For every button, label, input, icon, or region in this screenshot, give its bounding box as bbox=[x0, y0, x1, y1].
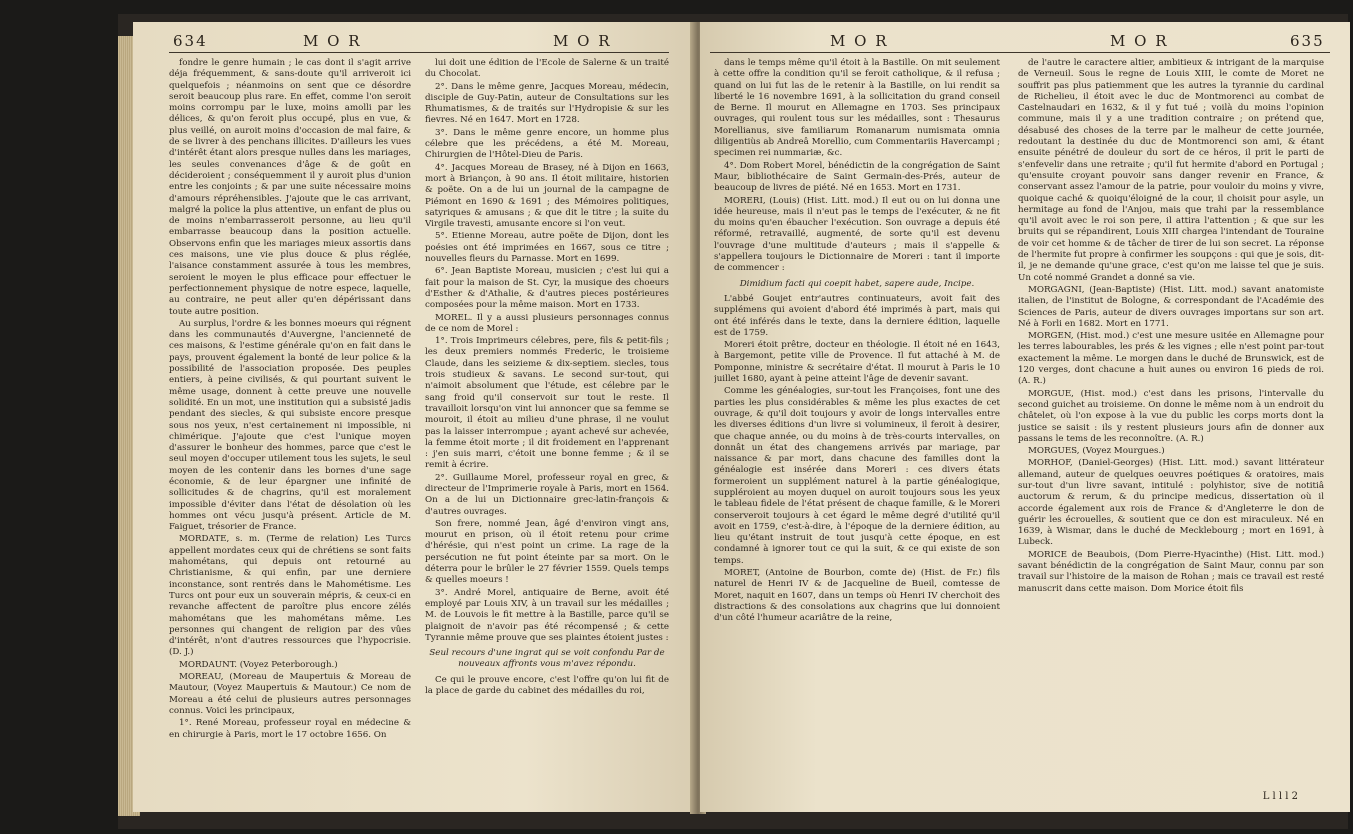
left-column-2 bbox=[425, 58, 669, 804]
right-running-head-1: M O R bbox=[830, 32, 889, 50]
paragraph: 4°. Jacques Moreau de Brasey, né à Dijon en 1663, mort à Briançon, à 90 ans. Il étoit militaire, historien & poëte. On a de lui un journal de la campagne de Piémont en 1690 & 1691 ; des Mémoires politiques, satyriques & amusans ; & que dit le titre ; la suite du Virgile travesti, amusante encore si l'on veut. bbox=[425, 162, 669, 230]
paragraph: MORGUE, (Hist. mod.) c'est dans les prisons, l'intervalle du second guichet au troisieme. On donne le même nom à un endroit du châtelet, où l'on expose à la vue du public les corps morts dont la justice se saisit : ils y restent plusieurs jours afin de donner aux passans le tems de les reconnoître. (A. R.) bbox=[1018, 388, 1324, 444]
paragraph: Au surplus, l'ordre & les bonnes moeurs qui régnent dans les communautés d'Auvergne, l'ancienneté de ces maisons, & l'estime générale qu'on en fait dans le pays, prouvent également la bonté de leur police & la possibilité de l'association proposée. Des peuples entiers, à peine civilisés, & qui pourtant suivent le même usage, donnent à cette preuve une nouvelle solidité. En un mot, une institution qui a subsisté jadis pendant des siecles, & qui subsiste encore presque sous nos yeux, n'est certainement ni impossible, ni chimérique. J'ajoute que c'est l'unique moyen d'assurer le bonheur des hommes, parce que c'est le seul moyen d'occuper utilement tous les sujets, le seul moyen de les contenir dans les bornes d'une sage économie, & de leur épargner une infinité de sollicitudes & de chagrins, qu'il est moralement impossible d'éviter dans l'état de désolation où les hommes ont vécu jusqu'à présent. Article de M. Faiguet, trésorier de France. bbox=[169, 318, 411, 533]
paragraph: 1°. René Moreau, professeur royal en médecine & en chirurgie à Paris, mort le 17 octobre 1656. On bbox=[169, 718, 411, 740]
paragraph: MORHOF, (Daniel-Georges) (Hist. Litt. mod.) savant littérateur allemand, auteur de quelques oeuvres poétiques & oratoires, mais sur-tout d'un livre savant, intitulé : polyhistor, sive de notitiâ auctorum & rerum, & du principe medicus, dissertation où il accorde également aux rois de France & d'Angleterre le don de guérir les écrouelles, & soutient que ce don est miraculeux. Né en 1639, à Wismar, dans le duché de Mecklebourg ; mort en 1691, à Lubeck. bbox=[1018, 458, 1324, 548]
paragraph: MORGEN, (Hist. mod.) c'est une mesure usitée en Allemagne pour les terres labourables, les prés & les vignes ; elle n'est point par-tout exactement la même. Le morgen dans le duché de Brunswick, est de 120 verges, dont chacune a huit aunes ou environ 16 pieds de roi. (A. R.) bbox=[1018, 331, 1324, 387]
right-running-head-2: M O R bbox=[1110, 32, 1169, 50]
paragraph: fondre le genre humain ; le cas dont il s'agit arrive déja fréquemment, & sans-doute qu'il arriveroit ici quelquefois ; néanmoins on sent que ce désordre seroit beaucoup plus rare. En effet, comme l'on seroit moins corrompu par le luxe, moins amolli par les délices, & qu'on feroit plus occupé, plus en vue, & plus veillé, on auroit moins d'occasion de mal faire, & de se livrer à des penchans illicites. D'ailleurs les vues d'intérêt étant alors presque nulles dans les mariages, les seules convenances d'âge & de goût en décideroient ; conséquemment il y auroit plus d'union entre les conjoints ; & par une suite nécessaire moins d'amours répréhensibles. J'ajoute que le cas arrivant, malgré la police la plus attentive, un enfant de plus ou de moins n'embarrasseroit personne, au lieu qu'il embarrasse beaucoup dans la position actuelle. Observons enfin que les mariages mieux assortis dans ces maisons, une vie plus douce & plus réglée, l'aisance constamment assurée à tous les membres, seroient le moyen le plus efficace pour effectuer le perfectionnement physique de notre espece, laquelle, au contraire, ne peut aller qu'en dépérissant dans toute autre position. bbox=[169, 58, 411, 317]
paragraph: Moreri étoit prêtre, docteur en théologie. Il étoit né en 1643, à Bargemont, petite ville de Provence. Il fut attaché à M. de Pomponne, ministre & secrétaire d'état. Il mourut à Paris le 10 juillet 1680, ayant à peine atteint l'âge de devenir savant. bbox=[714, 340, 1000, 385]
paragraph: 2°. Guillaume Morel, professeur royal en grec, & directeur de l'Imprimerie royale à Paris, mort en 1564. On a de lui un Dictionnaire grec-latin-françois & d'autres ouvrages. bbox=[425, 472, 669, 517]
paragraph: MORGAGNI, (Jean-Baptiste) (Hist. Litt. mod.) savant anatomiste italien, de l'institut de Bologne, & correspondant de l'Académie des Sciences de Paris, auteur de divers ouvrages importans sur son art. Né à Forli en 1682. Mort en 1771. bbox=[1018, 284, 1324, 329]
paragraph: 3°. Dans le même genre encore, un homme plus célebre que les précédens, a été M. Moreau, Chirurgien de l'Hôtel-Dieu de Paris. bbox=[425, 127, 669, 161]
paragraph: Comme les généalogies, sur-tout les Françoises, font une des parties les plus considérables & même les plus exactes de cet ouvrage, & qu'il doit toujours y avoir de longs intervalles entre les diverses éditions d'un livre si volumineux, il feroit à desirer, que chaque année, ou du moins à de très-courts intervalles, on donnât un état des changemens arrivés par mariage, par naissance & par mort, dans chacune des familles dont la généalogie est insérée dans Moreri : ces divers états formeroient un supplément naturel à la partie généalogique, suppléroient au moyen duquel on auroit toujours sous les yeux le tableau fidele de l'état présent de chaque famille, & le Moreri conserveroit toujours à cet égard le même degré d'utilité qu'il avoit en 1759, c'est-à-dire, à l'époque de la derniere édition, au lieu qu'étant instruit de tout jusqu'à cette époque, en est condamné à ignorer tout ce qui la suit, & ce qui existe de son temps. bbox=[714, 386, 1000, 566]
paragraph: MOREAU, (Moreau de Maupertuis & Moreau de Mautour, (Voyez Maupertuis & Mautour.) Ce nom de Moreau a été celui de plusieurs autres personnages connus. Voici les principaux, bbox=[169, 672, 411, 716]
right-page-number: 635 bbox=[1290, 32, 1325, 50]
left-column-1 bbox=[169, 58, 411, 804]
paragraph: 2°. Dans le même genre, Jacques Moreau, médecin, disciple de Guy-Patin, auteur de Consultations sur les Rhumatismes, & de traités sur l'Hydropisie & sur les fievres. Né en 1647. Mort en 1728. bbox=[425, 81, 669, 126]
left-running-head-2: M O R bbox=[553, 32, 612, 50]
paragraph: MOREL. Il y a aussi plusieurs personnages connus de ce nom de Morel : bbox=[425, 312, 669, 334]
left-running-head-1: M O R bbox=[303, 32, 362, 50]
verse-quote: Seul recours d'une ingrat qui se voit confondu Par de nouveaux affronts vous m'avez répondu. bbox=[429, 648, 665, 670]
left-page bbox=[133, 22, 693, 812]
paragraph: 5°. Etienne Moreau, autre poëte de Dijon, dont les poésies ont été imprimées en 1667, sous ce titre ; nouvelles fleurs du Parnasse. Mort en 1699. bbox=[425, 231, 669, 265]
right-column-1 bbox=[714, 58, 1000, 804]
paragraph: MORDAUNT. (Voyez Peterborough.) bbox=[179, 659, 338, 670]
paragraph: MORERI, (Louis) (Hist. Litt. mod.) Il eut ou on lui donna une idée heureuse, mais il n'eut pas le temps de l'exécuter, & ne fit du moins qu'en ébaucher l'exécution. Son ouvrage a depuis été réformé, retravaillé, augmenté, de sorte qu'il est devenu l'ouvrage d'une multitude d'auteurs ; mais il s'appelle & s'appellera toujours le Dictionnaire de Moreri : tant il importe de commencer : bbox=[714, 195, 1000, 274]
paragraph: L'abbé Goujet entr'autres continuateurs, avoit fait des supplémens qui avoient d'abord été imprimés à part, mais qui ont été inférés dans le texte, dans la derniere édition, laquelle est de 1759. bbox=[714, 293, 1000, 338]
right-column-2 bbox=[1018, 58, 1324, 790]
paragraph: 6°. Jean Baptiste Moreau, musicien ; c'est lui qui a fait pour la maison de St. Cyr, la musique des choeurs d'Esther & d'Athalie, & d'autres pieces postérieures composées pour la même maison. Mort en 1733. bbox=[425, 266, 669, 311]
paragraph: MORICE de Beaubois, (Dom Pierre-Hyacinthe) (Hist. Litt. mod.) savant bénédictin de la congrégation de Saint Maur, connu par son travail sur l'histoire de la maison de Rohan ; mais ce travail est resté manuscrit dans cette maison. Dom Morice étoit fils bbox=[1018, 549, 1324, 594]
paragraph: MORGUES, (Voyez Mourgues.) bbox=[1028, 446, 1165, 457]
right-page bbox=[700, 22, 1350, 812]
paragraph: lui doit une édition de l'Ecole de Salerne & un traité du Chocolat. bbox=[425, 58, 669, 80]
paragraph: dans le temps même qu'il étoit à la Bastille. On mit seulement à cette offre la condition qu'il se feroit catholique, & il refusa ; quand on lui fut las de le retenir à la Bastille, on lui rendit sa liberté le 16 novembre 1691, à la sollicitation du grand conseil de Berne. Il mourut en Allemagne en 1703. Ses principaux ouvrages, qui roulent tous sur les médailles, sont : Thesaurus Morellianus, sive familiarum Romanarum numismata omnia diligentiùs ab Andreâ Morellio, cum Commentariis Havercampi ; specimen rei nummariæ, &c. bbox=[714, 58, 1000, 159]
paragraph: 3°. André Morel, antiquaire de Berne, avoit été employé par Louis XIV, à un travail sur les médailles ; M. de Louvois le fit mettre à la Bastille, parce qu'il se plaignoit de n'avoir pas été récompensé ; & cette Tyrannie même prouve que ses plaintes étoient justes : bbox=[425, 587, 669, 643]
paragraph: de l'autre le caractere altier, ambitieux & intrigant de la marquise de Verneuil. Sous le regne de Louis XIII, le comte de Moret ne souffrit pas plus patiemment que les autres la tyrannie du cardinal de Richelieu, il étoit avec le duc de Montmorenci au combat de Castelnaudari en 1632, & il y fut tué ; voilà du moins l'opinion commune, mais il y a une tradition contraire ; on prétend que, désabusé des choses de la terre par le malheur de cette journée, redoutant la destinée du duc de Montmorenci son ami, & étant ensuite pénétré de douleur du sort de ce héros, il prit le parti de s'enfevelir dans une retraite ; qu'il fut hermite d'abord en Portugal ; qu'ensuite croyant pouvoir sans danger revenir en France, & conservant assez l'amour de la patrie, pour vouloir du moins y vivre, quoique caché & quoiqu'éloigné de la cour, il choisit pour asyle, un hermitage au fond de l'Anjou, mais que trahi par la ressemblance qu'il avoit avec le roi son pere, il attira l'attention ; & que sur les bruits qui se répandirent, Louis XIII chargea l'intendant de Touraine de voir cet homme & de tâcher de tirer de lui son secret. La réponse de l'hermite fut propre à confirmer les soupçons : qui que je sois, dit-il, je ne demande qu'une grace, c'est qu'on me laisse tel que je suis. Un coté nommé Grandet a donné sa vie. bbox=[1018, 58, 1324, 283]
latin-quote: Dimidium facti qui coepit habet, sapere aude, Incipe. bbox=[739, 278, 975, 289]
paragraph: MORET, (Antoine de Bourbon, comte de) (Hist. de Fr.) fils naturel de Henri IV & de Jacqueline de Bueil, comtesse de Moret, naquit en 1607, dans un temps où Henri IV cherchoit des distractions & des consolations aux chagrins que lui donnoient d'un côté l'humeur acariâtre de la reine, bbox=[714, 568, 1000, 624]
left-page-number: 634 bbox=[173, 32, 208, 50]
header-rule bbox=[169, 52, 669, 53]
paragraph: Ce qui le prouve encore, c'est l'offre qu'on lui fit de la place de garde du cabinet des médailles du roi, bbox=[425, 674, 669, 697]
header-rule bbox=[710, 52, 1330, 53]
paragraph: 4°. Dom Robert Morel, bénédictin de la congrégation de Saint Maur, bibliothécaire de Saint Germain-des-Prés, auteur de beaucoup de livres de piété. Né en 1653. Mort en 1731. bbox=[714, 160, 1000, 194]
signature-mark: L l l l 2 bbox=[1262, 791, 1298, 802]
paragraph: Son frere, nommé Jean, âgé d'environ vingt ans, mourut en prison, où il étoit retenu pour crime d'hérésie, qui n'est point un crime. La rage de la persécution ne fut point éteinte par sa mort. On le déterra pour le brûler le 27 février 1559. Quels temps & quelles moeurs ! bbox=[425, 518, 669, 586]
paragraph: 1°. Trois Imprimeurs célebres, pere, fils & petit-fils ; les deux premiers nommés Frederic, le troisieme Claude, dans les seizieme & dix-septiem. siecles, tous trois studieux & savans. Le second sur-tout, qui n'aimoit absolument que l'étude, est célebre par le sang froid qu'il conservoit sur tout le reste. Il travailloit lorsqu'on vint lui annoncer que sa femme se mouroit, il étoit au milieu d'une phrase, il ne voulut pas la laisser interrompue ; ayant achevé sur achevée, la femme étoit morte ; il dit froidement en l'apprenant : j'en suis marri, c'étoit une bonne femme ; & il se remit à écrire. bbox=[425, 336, 669, 471]
paragraph: MORDATE, s. m. (Terme de relation) Les Turcs appellent mordates ceux qui de chrétiens se sont faits mahométans, qui depuis ont retourné au Christianisme, & qui enfin, par une derniere inconstance, sont rentrés dans le Mahométisme. Les Turcs ont pour eux un souverain mépris, & ceux-ci en revanche affectent de paroître plus encore zélés mahométans que les mahométans même. Les personnes qui changent de religion par des vûes d'intérêt, n'ont d'autres ressources que l'hypocrisie. (D. J.) bbox=[169, 534, 411, 658]
